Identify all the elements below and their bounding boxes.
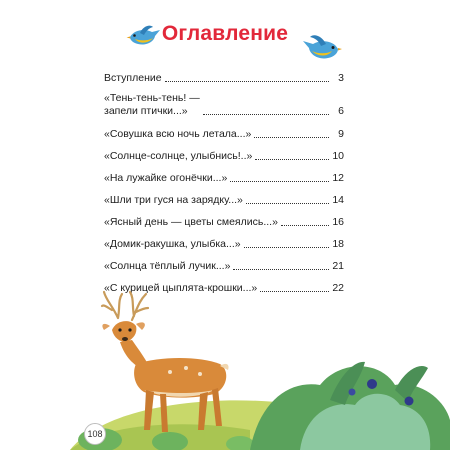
toc-entry-page: 12	[332, 172, 344, 184]
toc-entry-title: «С курицей цыплята-крошки...»	[104, 282, 258, 294]
toc-entry	[104, 72, 344, 85]
toc-dot-leader	[165, 81, 329, 82]
toc-entry-title: «Совушка всю ночь летала...»	[104, 128, 252, 140]
toc-dot-leader	[246, 203, 329, 204]
toc-dot-leader	[233, 269, 329, 270]
toc-entry-title: «На лужайке огонёчки...»	[104, 172, 228, 184]
toc-entry-page: 18	[332, 238, 344, 250]
toc-entry-page: 10	[332, 150, 344, 162]
toc-dot-leader	[244, 247, 329, 248]
toc-entry	[104, 194, 344, 207]
toc-entry-page: 9	[338, 128, 344, 140]
toc-entry-title: Вступление	[104, 72, 162, 84]
bird-icon	[300, 32, 342, 64]
toc-entry-title: «Солнце-солнце, улыбнись!..»	[104, 150, 253, 162]
toc-entry-page: 14	[332, 194, 344, 206]
toc-entry	[104, 216, 344, 229]
toc-entry-title: «Домик-ракушка, улыбка...»	[104, 238, 241, 250]
toc-dot-leader	[255, 159, 329, 160]
toc-entry	[104, 260, 344, 273]
toc-entry-title: «Солнца тёплый лучик...»	[104, 260, 231, 272]
toc-entry	[104, 150, 344, 163]
toc-entry-title: «Тень-тень-тень! — запели птички...»	[104, 92, 200, 117]
toc-entry	[104, 238, 344, 251]
toc-dot-leader	[203, 114, 329, 115]
page-number: 108	[84, 423, 106, 445]
toc-entry-title: «Ясный день — цветы смеялись...»	[104, 216, 278, 228]
toc-entry-page: 22	[332, 282, 344, 294]
toc-entry	[104, 92, 344, 118]
toc-entry-page: 3	[338, 72, 344, 84]
toc-dot-leader	[254, 137, 329, 138]
deer-illustration	[0, 290, 450, 450]
toc-dot-leader	[281, 225, 329, 226]
toc-entry	[104, 172, 344, 185]
toc-entry-page: 21	[332, 260, 344, 272]
toc-entry-title: «Шли три гуся на зарядку...»	[104, 194, 243, 206]
toc-entry	[104, 128, 344, 141]
toc-entry-page: 16	[332, 216, 344, 228]
toc-dot-leader	[230, 181, 329, 182]
table-of-contents	[104, 72, 344, 295]
toc-entry-page: 6	[338, 105, 344, 117]
page-title: Оглавление	[161, 22, 289, 45]
